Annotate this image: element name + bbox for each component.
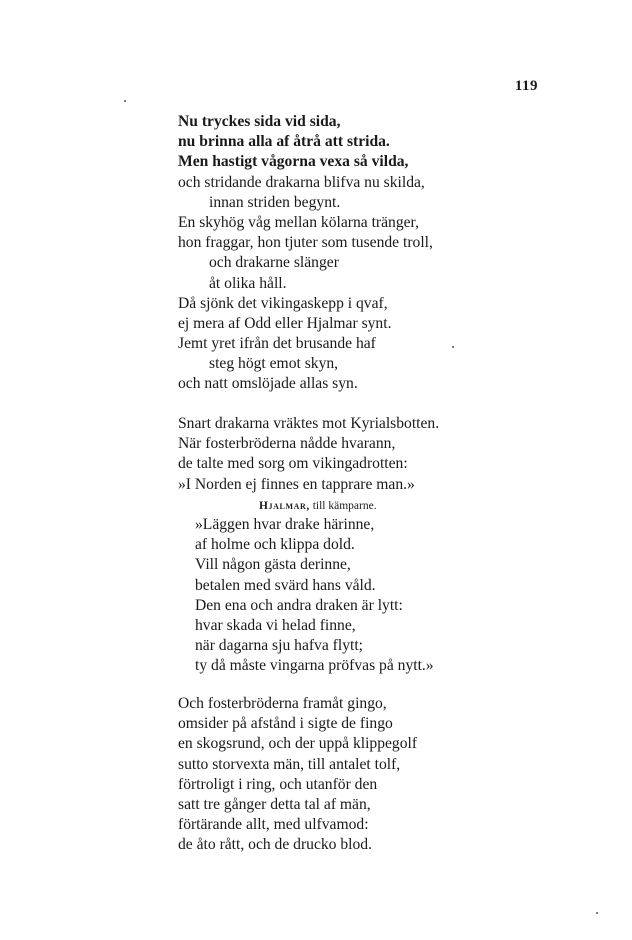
verse-line: förtärande allt, med ulfvamod: [178,816,369,834]
stanza-2 [178,414,538,495]
song-line: hvar skada vi helad finne, [195,616,356,634]
verse-line: och drakarne slänger [209,254,339,272]
verse-line: innan striden begynt. [209,193,341,211]
verse-line: åt olika håll. [209,274,287,292]
verse-line: steg högt emot skyn, [209,355,339,373]
verse-line: och natt omslöjade allas syn. [178,375,358,393]
speaker-heading-block [178,497,538,515]
verse-line: och stridande drakarna blifva nu skilda, [178,173,425,191]
song-line: betalen med svärd hans våld. [195,576,376,594]
speaker-heading [178,497,538,515]
paper-speck [452,346,454,348]
verse-line: ej mera af Odd eller Hjalmar synt. [178,314,392,332]
song-line: när dagarna sju hafva flytt; [195,637,363,655]
song-line: »Läggen hvar drake härinne, [195,516,375,533]
verse-line: omsider på afstånd i sigte de fingo [178,715,393,733]
verse-line: nu brinna alla af åtrå att strida. [178,133,390,151]
verse-line: de åto rått, och de drucko blod. [178,836,372,854]
paper-speck [596,912,598,914]
song [178,515,538,677]
song-line: Vill någon gästa derinne, [195,556,351,574]
song-line: af holme och klippa dold. [195,536,355,554]
speaker-note: till kämparne. [312,500,377,512]
verse-line: Då sjönk det vikingaskepp i qvaf, [178,294,388,312]
verse-line: »I Norden ej finnes en tapprare man.» [178,475,415,493]
speaker-name: Hjalmar, [259,500,310,512]
verse-line: sutto storvexta män, till antalet tolf, [178,755,401,773]
verse-line: förtroligt i ring, och utanför den [178,775,378,793]
stanza-3 [178,694,538,856]
verse-line: Jemt yret ifrån det brusande haf [178,335,376,353]
verse-line: Nu tryckes sida vid sida, [178,113,341,130]
song-line: ty då måste vingarna pröfvas på nytt.» [195,657,434,675]
verse-line: hon fraggar, hon tjuter som tusende troll, [178,234,433,252]
page-number: 119 [514,78,538,94]
verse-line: Men hastigt vågorna vexa så vilda, [178,153,409,171]
paper-speck [124,100,126,102]
verse-line: Och fosterbröderna framåt gingo, [178,695,387,712]
verse-line: satt tre gånger detta tal af män, [178,795,371,813]
song-line: Den ena och andra draken är lytt: [195,596,403,614]
verse-line: en skogsrund, och der uppå klippegolf [178,735,418,753]
stanza-1 [178,112,538,395]
verse-line: När fosterbröderna nådde hvarann, [178,435,396,453]
verse-line: de talte med sorg om vikingadrotten: [178,455,408,473]
verse-line: Snart drakarna vräktes mot Kyrialsbotten. [178,415,440,432]
verse-line: En skyhög våg mellan kölarna tränger, [178,213,420,231]
